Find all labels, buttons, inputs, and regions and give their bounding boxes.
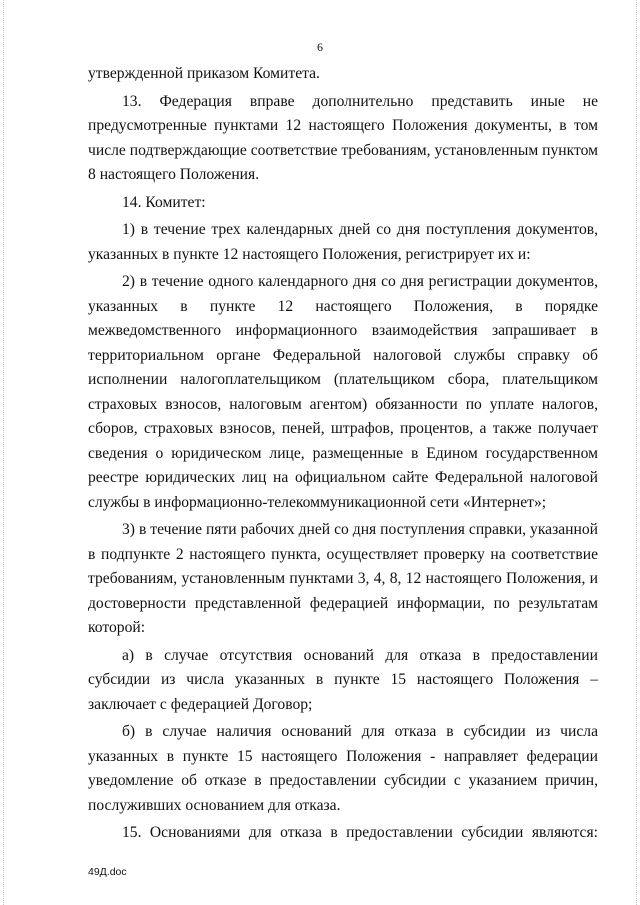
scan-edge-right <box>636 0 637 905</box>
footer-filename: 49Д.doc <box>88 866 127 878</box>
subparagraph-3: 3) в течение пяти рабочих дней со дня поступления справки, указанной в подпункте 2 настоящего пункта, осуществляет проверку на соответствие требованиям, установленным пунктами 3, 4, 8, 12 настоящего Положения, и достоверности представленной федерацией информации, по результатам которой: <box>88 521 598 636</box>
document-body <box>88 62 598 846</box>
paragraph-15: 15. Основаниями для отказа в предоставлении субсидии являются: <box>122 824 598 841</box>
subparagraph-a: а) в случае отсутствия оснований для отказа в предоставлении субсидии из числа указанных в пункте 15 настоящего Положения – заключает с федерацией Договор; <box>88 646 598 713</box>
paragraph-13: 13. Федерация вправе дополнительно представить иные не предусмотренные пунктами 12 настоящего Положения документы, в том числе подтверждающие соответствие требованиям, установленным пунктом 8 настоящего Положения. <box>88 92 598 183</box>
subparagraph-2: 2) в течение одного календарного дня со дня регистрации документов, указанных в пункте 12 настоящего Положения, в порядке межведомственного информационного взаимодействия запрашивает в территориальном органе Федеральной налоговой службы справку об исполнении налогоплательщиком (плательщиком сбора, плательщиком страховых взносов, налоговым агентом) обязанности по уплате налогов, сборов, страховых взносов, пеней, штрафов, процентов, а также получает сведения о юридическом лице, размещенные в Едином государственном реестре юридических лиц на официальном сайте Федеральной налоговой службы в информационно-телекоммуникационной сети «Интернет»; <box>88 273 598 511</box>
paragraph-14: 14. Комитет: <box>122 193 206 211</box>
subparagraph-b: б) в случае наличия оснований для отказа в субсидии из числа указанных в пункте 15 настоящего Положения - направляет федерации уведомление об отказе в предоставлении субсидии с указанием причин, послуживших основанием для отказа. <box>88 723 598 814</box>
subparagraph-1: 1) в течение трех календарных дней со дня поступления документов, указанных в пункте 12 настоящего Положения, регистрирует их и: <box>88 221 598 263</box>
scan-edge-left <box>3 0 4 905</box>
paragraph-continuation: утвержденной приказом Комитета. <box>88 65 320 82</box>
page-number: 6 <box>317 40 323 54</box>
